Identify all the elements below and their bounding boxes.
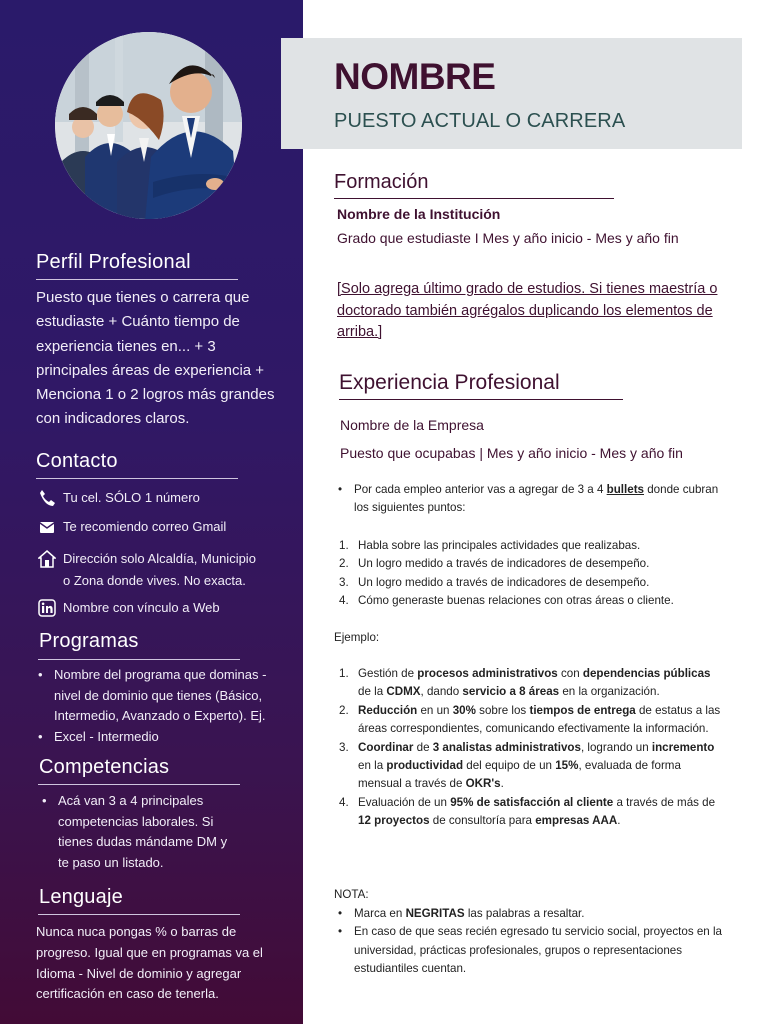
skills-divider [38, 784, 240, 785]
linkedin-icon [38, 599, 56, 617]
experience-divider [339, 399, 623, 400]
language-heading: Lenguaje [39, 886, 123, 908]
example-list [339, 665, 725, 831]
list-item: 3. Un logro medido a través de indicadores de desempeño. [339, 575, 650, 589]
education-heading: Formación [334, 171, 429, 193]
contact-heading: Contacto [36, 450, 118, 472]
list-item: 3. Coordinar de 3 analistas administrativos, logrando un incremento en la productividad del equipo de un 15%, evaluada de forma mensual a través de OKR's. [339, 740, 715, 791]
mail-icon [38, 518, 56, 536]
list-item: 4. Evaluación de un 95% de satisfacción al cliente a través de más de 12 proyectos de consultoría para empresas AAA. [339, 795, 716, 828]
education-divider [334, 198, 614, 199]
phone-icon [38, 489, 56, 507]
list-item: 2. Un logro medido a través de indicadores de desempeño. [339, 557, 650, 571]
candidate-name: NOMBRE [334, 56, 496, 97]
list-item: 1. Habla sobre las principales actividades que realizabas. [339, 539, 641, 552]
list-item: • Nombre del programa que dominas - nivel de dominio que tienes (Básico, Intermedio, Avanzado o Experto). Ej. [36, 665, 286, 727]
skills-heading: Competencias [39, 756, 170, 778]
contact-address-line1: Dirección solo Alcaldía, Municipio [63, 551, 256, 566]
profile-photo [55, 32, 242, 219]
note-list [335, 905, 727, 979]
sidebar [0, 0, 303, 1024]
list-item: 2. Reducción en un 30% sobre los tiempos de entrega de estatus a las áreas correspondientes, comunicando efectivamente la información. [339, 703, 721, 736]
skills-list [40, 791, 240, 873]
contact-phone-text: Tu cel. SÓLO 1 número [63, 490, 200, 505]
experience-intro [335, 481, 731, 518]
list-item: • Por cada empleo anterior vas a agregar de 3 a 4 bullets donde cubran los siguientes puntos: [335, 481, 731, 518]
list-item: • Acá van 3 a 4 principales competencias laborales. Si tienes dudas mándame DM y te paso un listado. [40, 791, 240, 873]
example-label: Ejemplo: [334, 631, 380, 644]
profile-divider [36, 279, 238, 280]
experience-heading: Experiencia Profesional [339, 371, 560, 394]
home-icon [38, 550, 56, 568]
contact-linkedin-text: Nombre con vínculo a Web [63, 600, 220, 615]
list-item: 4. Cómo generaste buenas relaciones con otras áreas o cliente. [339, 594, 674, 608]
list-item: • Marca en NEGRITAS las palabras a resaltar. [335, 905, 727, 923]
company-name: Nombre de la Empresa [340, 417, 484, 433]
list-item: 1. Gestión de procesos administrativos con dependencias públicas de la CDMX, dando servicio a 8 áreas en la organización. [339, 667, 711, 699]
list-item: • Excel - Intermedio [36, 727, 286, 748]
programs-list [36, 665, 286, 747]
contact-address-line2: o Zona donde vives. No exacta. [63, 573, 246, 588]
position-line: Puesto que ocupabas | Mes y año inicio - Mes y año fin [340, 445, 683, 461]
experience-points [339, 537, 731, 611]
current-role: PUESTO ACTUAL O CARRERA [334, 110, 626, 132]
profile-text: Puesto que tienes o carrera que estudiaste + Cuánto tiempo de experiencia tienes en... + 3 principales áreas de experiencia + Menciona 1 o 2 logros más grandes con indicadores claros. [36, 289, 275, 428]
contact-divider [36, 478, 238, 479]
profile-heading: Perfil Profesional [36, 251, 191, 273]
language-text: Nunca nuca pongas % o barras de progreso. Igual que en programas va el Idioma - Nivel de dominio y agregar certificación en caso de tenerla. [36, 924, 263, 1002]
note-label: NOTA: [334, 888, 369, 901]
list-item: • En caso de que seas recién egresado tu servicio social, proyectos en la universidad, prácticas profesionales, grupos o representaciones estudiantiles cuentan. [335, 923, 727, 978]
contact-email-text: Te recomiendo correo Gmail [63, 519, 227, 534]
language-divider [38, 914, 240, 915]
programs-divider [38, 659, 240, 660]
education-note-link[interactable]: [Solo agrega último grado de estudios. Si tienes maestría o doctorado también agrégalos duplicando los elementos de arriba.] [337, 281, 718, 340]
institution-name: Nombre de la Institución [337, 206, 501, 222]
degree-line: Grado que estudiaste I Mes y año inicio - Mes y año fin [337, 230, 679, 246]
programs-heading: Programas [39, 630, 139, 652]
